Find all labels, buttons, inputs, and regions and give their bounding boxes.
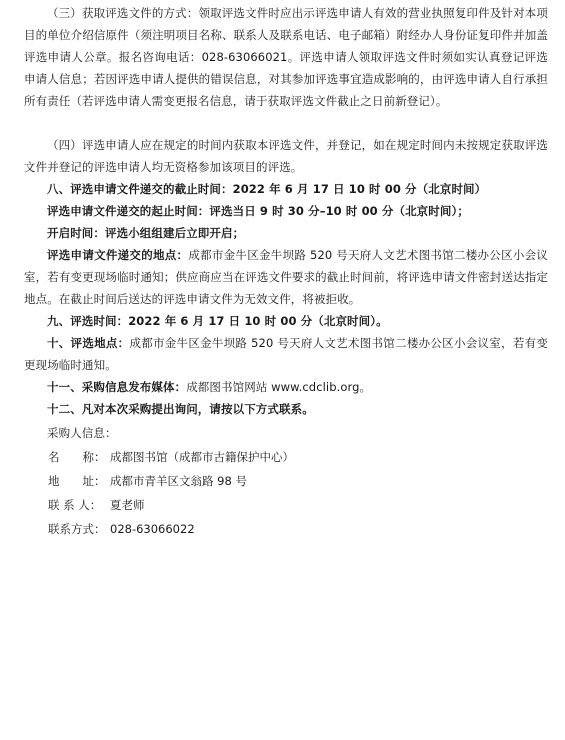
buyer-address-row [48,470,247,492]
buyer-address-value: 成都市青羊区文翁路 98 号 [110,474,247,488]
buyer-info-title: 采购人信息： [47,426,117,440]
buyer-contact-row [48,494,145,516]
heading-section-9: 九、评选时间：2022 年 6 月 17 日 10 时 00 分（北京时间）。 [47,314,388,328]
buyer-phone-key: 联系方式： [48,522,106,536]
buyer-contact-key: 联 系 人： [48,498,102,512]
submission-place-label: 评选申请文件递交的地点： [47,248,189,262]
buyer-name-row [48,446,294,468]
section-11-text: 成都图书馆网站 www.cdclib.org。 [186,380,372,394]
heading-section-8: 八、评选申请文件递交的截止时间：2022 年 6 月 17 日 10 时 00 分（北京时间） [47,182,487,196]
section-10-label: 十、评选地点： [47,336,130,350]
heading-section-12: 十二、凡对本次采购提出询问，请按以下方式联系。 [47,402,314,416]
section-11-label: 十一、采购信息发布媒体： [47,380,187,394]
submission-place-paragraph [24,244,548,310]
section-11-paragraph [24,376,548,398]
paragraph-acquisition-deadline: （四）评选申请人应在规定的时间内获取本评选文件，并登记，如在规定时间内未按规定获取评选文件并登记的评选申请人均无资格参加该项目的评选。 [24,138,548,174]
buyer-address-key: 地 址： [48,474,106,488]
buyer-name-key: 名 称： [48,450,106,464]
buyer-name-value: 成都图书馆（成都市古籍保护中心） [110,450,294,464]
buyer-phone-value: 028-63066022 [110,522,195,536]
section-10-paragraph [24,332,548,376]
buyer-phone-row [48,518,195,540]
section-10-text: 成都市金牛区金牛坝路 520 号天府人文艺术图书馆二楼办公区小会议室，若有变更现场临时通知。 [24,336,548,372]
paragraph-acquisition-method: （三）获取评选文件的方式：领取评选文件时应出示评选申请人有效的营业执照复印件及针对本项目的单位介绍信原件（须注明项目名称、联系人及联系电话、电子邮箱）附经办人身份证复印件并加盖评选申请人公章。报名咨询电话：028-63066021。评选申请人领取评选文件时须如实认真登记评选申请人信息；若因评选申请人提供的错误信息，对其参加评选事宜造成影响的，由评选申请人自行承担所有责任（若评选申请人需变更报名信息，请于获取评选文件截止之日前新登记）。 [24,6,548,108]
buyer-contact-value: 夏老师 [110,498,145,512]
submission-place-text: 成都市金牛区金牛坝路 520 号天府人文艺术图书馆二楼办公区小会议室，若有变更现场临时通知；供应商应当在评选文件要求的截止时间前，将评选申请文件密封送达指定地点。在截止时间后送达的评选申请文件为无效文件，将被拒收。 [24,248,549,306]
opening-time-line: 开启时间：评选小组组建后立即开启； [47,226,245,240]
submission-time-line: 评选申请文件递交的起止时间：评选当日 9 时 30 分–10 时 00 分（北京时间）； [47,204,469,218]
